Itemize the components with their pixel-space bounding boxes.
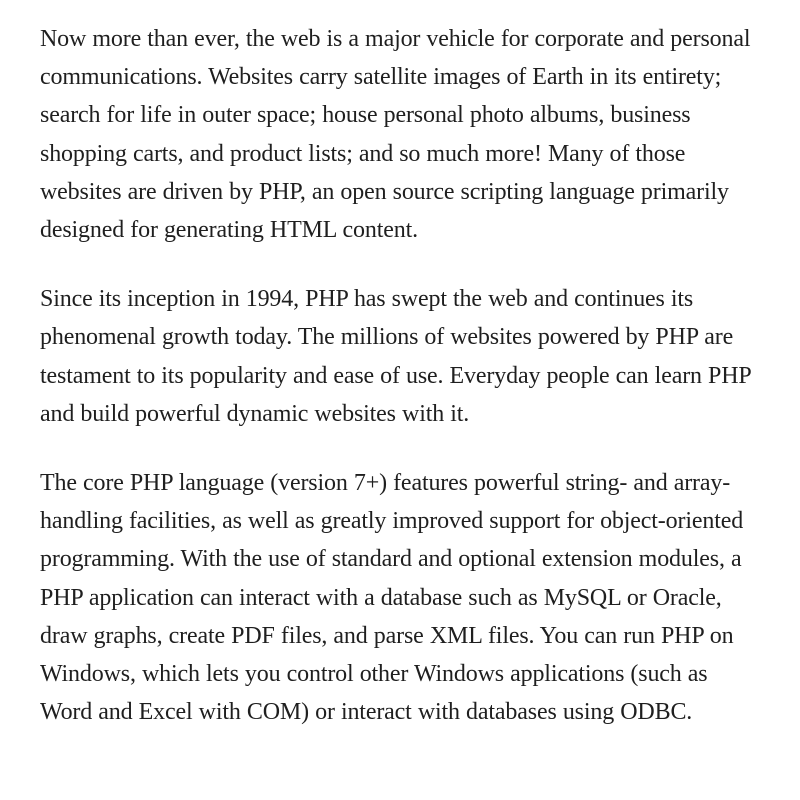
paragraph-web-communications: Now more than ever, the web is a major vehicle for corporate and personal communications. Websites carry satellite images of Earth in its entirety; search for life in outer space; house personal photo albums, business shopping carts, and product lists; and so much more! Many of those websites are driven by PHP, an open source scripting language primarily designed for generating HTML content. [40, 26, 751, 244]
paragraph-php-growth: Since its inception in 1994, PHP has swept the web and continues its phenomenal growth today. The millions of websites powered by PHP are testament to its popularity and ease of use. Everyday people can learn PHP and build powerful dynamic websites with it. [40, 286, 751, 427]
paragraph-php-features: The core PHP language (version 7+) features powerful string- and array-handling facilities, as well as greatly improved support for object-oriented programming. With the use of standard and optional extension modules, a PHP application can interact with a database such as MySQL or Oracle, draw graphs, create PDF files, and parse XML files. You can run PHP on Windows, which lets you control other Windows applications (such as Word and Excel with COM) or interact with databases using ODBC. [40, 470, 744, 726]
